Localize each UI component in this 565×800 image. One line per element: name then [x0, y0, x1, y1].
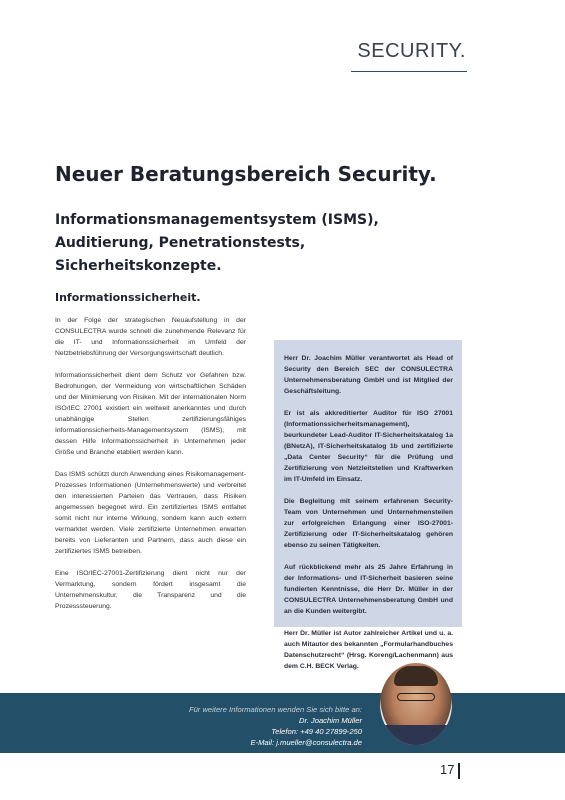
paragraph: Informationssicherheit dient dem Schutz vor Gefahren bzw. Bedrohungen, der Vermeidung von wirtschaftlichen Schäden und der Minimierung von Risiken. Mit der internationalen Norm ISO/IEC 27001 existiert ein weltweit anerkanntes und durch unabhängige Stellen zertifizierungsfähiges Informationssicherheits-Managementsystem (ISMS), mit dessen Hilfe Informationssicherheit in Unternehmen jeder Größe und Branche etabliert werden kann.: [55, 372, 246, 456]
photo-glasses: [397, 693, 435, 701]
contact-lead: Für weitere Informationen wenden Sie sich bitte an:: [188, 705, 362, 714]
paragraph: In der Folge der strategischen Neuaufstellung in der CONSULECTRA wurde schnell die zunehmende Relevanz für die IT- und Informationssicherheit im Umfeld der Netzbetriebsführung der Versorgungswirtschaft deutlich.: [55, 317, 246, 357]
paragraph: Eine ISO/IEC-27001-Zertifizierung dient nicht nur der Vermarktung, sondern fördert insgesamt die Unternehmenskultur, die Transparenz und die Prozesssteuerung.: [55, 570, 246, 610]
contact-name: Dr. Joachim Müller: [298, 716, 362, 725]
contact-info: [120, 704, 362, 748]
section-title: SECURITY.: [357, 40, 466, 62]
section-heading: Informationssicherheit.: [55, 291, 201, 304]
page-subtitle: Informationsmanagementsystem (ISMS), Auditierung, Penetrationstests, Sicherheitskonzepte.: [55, 212, 379, 274]
photo-shirt: [380, 725, 452, 745]
top-rule: [351, 71, 467, 72]
paragraph: Herr Dr. Joachim Müller verantwortet als Head of Security den Bereich SEC der CONSULECTRA Unternehmensberatung GmbH und ist Mitglied der Geschäftsleitung.: [284, 355, 453, 395]
paragraph: Auf rückblickend mehr als 25 Jahre Erfahrung in der Informations- und IT-Sicherheit basieren seine fundierten Kenntnisse, die Herr Dr. Müller in der CONSULECTRA Unternehmensberatung GmbH und an die Kunden weitergibt.: [284, 564, 453, 615]
contact-email[interactable]: E-Mail: j.mueller@consulectra.de: [250, 738, 362, 747]
paragraph: Die Begleitung mit seinem erfahrenen Security-Team von Unternehmen und Unternehmensteilen zur erfolgreichen Erlangung einer ISO-27001-Zertifizierung oder IT-Sicherheitskatalog gehören ebenso zu seinen Tätigkeiten.: [284, 498, 453, 549]
paragraph: Herr Dr. Müller ist Autor zahlreicher Artikel und u. a. auch Mitautor des bekannten „Formularhandbuches Datenschutzrecht“ (Hrsg. Koreng/Lachenmann) aus dem C.H. BECK Verlag.: [284, 630, 453, 670]
author-photo: [380, 663, 452, 745]
page-title: Neuer Beratungsbereich Security.: [55, 162, 437, 186]
page-number: 17: [440, 762, 455, 777]
page-number-bar: [458, 763, 460, 779]
photo-hair: [394, 666, 438, 686]
paragraph: Das ISMS schützt durch Anwendung eines Risikomanagement-Prozesses Informationen (Unternehmenswerte) und verbreitet den interessierten Parteien das Vertrauen, dass Risiken angemessen begegnet wird. Ein zertifiziertes ISMS entfaltet somit nicht nur interne Wirkung, sondern kann auch extern vermarktet werden. Viele zertifizierte Unternehmen erwarten bereits von Lieferanten und Partnern, dass auch diese ein zertifiziertes ISMS betreiben.: [55, 471, 246, 555]
paragraph: Er ist als akkreditierter Auditor für ISO 27001 (Informationssicherheitsmanagement), beurkundeter Lead-Auditor IT-Sicherheitskatalog 1a (BNetzA), IT-Sicherheitskatalog 1b und zertifizierte „Data Center Security“ für die Prüfung und Zertifizierung von Netzleitstellen und Kraftwerken im IT-Umfeld im Einsatz.: [284, 410, 453, 483]
author-info-box: [274, 340, 462, 670]
contact-phone: Telefon: +49 40 27899-250: [271, 727, 362, 736]
left-column: [55, 315, 246, 623]
